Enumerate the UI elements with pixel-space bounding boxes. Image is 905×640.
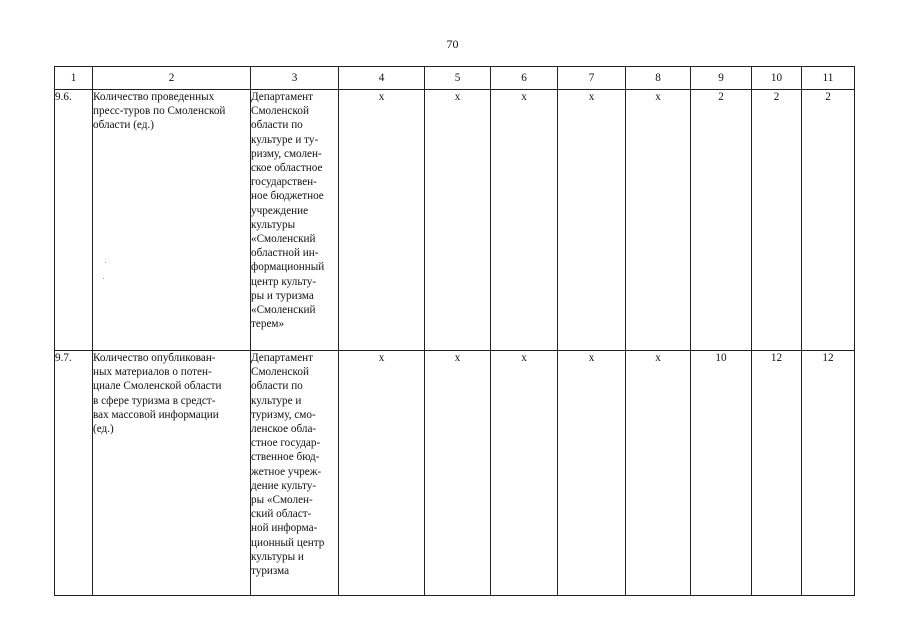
- value-cell: x: [491, 351, 558, 596]
- column-header: 9: [691, 67, 752, 90]
- text-line: циале Смоленской области: [93, 380, 222, 393]
- text-line: Количество проведенных: [93, 91, 215, 103]
- column-header: 7: [558, 67, 626, 90]
- value-cell: x: [339, 90, 425, 351]
- value-cell: x: [425, 90, 491, 351]
- scan-speck: [103, 278, 104, 279]
- text-line: культуре и: [251, 394, 302, 407]
- value-cell: x: [491, 90, 558, 351]
- text-line: «Смоленский: [251, 304, 316, 317]
- text-line: ленское обла-: [251, 423, 317, 436]
- text-line: Департамент: [251, 352, 314, 364]
- text-line: ционный центр: [251, 536, 325, 549]
- text-line: Смоленской: [251, 366, 309, 379]
- header-row: [55, 67, 855, 90]
- column-header: 8: [626, 67, 691, 90]
- column-header: 4: [339, 67, 425, 90]
- text-line: ры и туризма: [251, 289, 314, 302]
- text-line: Смоленской: [251, 105, 309, 118]
- text-line: ной информа-: [251, 522, 318, 535]
- text-line: в сфере туризма в средст-: [93, 394, 216, 407]
- text-line: ственное бюд-: [251, 451, 320, 464]
- text-line: области по: [251, 380, 303, 393]
- scan-speck: [105, 262, 106, 263]
- row-number: 9.7.: [55, 351, 93, 596]
- text-line: учреждение: [251, 204, 309, 217]
- text-line: пресс-туров по Смоленской: [93, 105, 226, 118]
- page-number: 70: [446, 37, 459, 51]
- value-cell: x: [339, 351, 425, 596]
- indicator-name: [93, 351, 251, 596]
- text-line: ры «Смолен-: [251, 494, 313, 507]
- text-line: Департамент: [251, 91, 314, 103]
- text-line: терем»: [251, 318, 285, 331]
- text-line: культуре и ту-: [251, 133, 319, 146]
- table-row: [55, 90, 855, 351]
- text-line: культуры и: [251, 550, 304, 563]
- text-line: формационный: [251, 261, 325, 274]
- text-line: области по: [251, 119, 303, 132]
- column-header: 11: [802, 67, 855, 90]
- text-line: (ед.): [93, 423, 114, 436]
- text-line: области (ед.): [93, 119, 154, 132]
- text-line: ное бюджетное: [251, 190, 324, 203]
- text-line: стное государ-: [251, 437, 321, 450]
- text-line: ское областное: [251, 162, 323, 175]
- value-cell: x: [425, 351, 491, 596]
- value-cell: 10: [691, 351, 752, 596]
- executor: [251, 90, 339, 351]
- value-cell: x: [558, 90, 626, 351]
- value-cell: 2: [802, 90, 855, 351]
- value-cell: 12: [752, 351, 802, 596]
- text-line: вах массовой информации: [93, 408, 219, 421]
- text-line: Количество опубликован-: [93, 352, 216, 364]
- text-line: ский област-: [251, 508, 312, 521]
- text-line: дение культу-: [251, 479, 317, 492]
- text-line: «Смоленский: [251, 233, 316, 246]
- text-line: жетное учреж-: [251, 465, 322, 478]
- text-line: центр культу-: [251, 275, 317, 288]
- column-header: 5: [425, 67, 491, 90]
- table-row: [55, 351, 855, 596]
- row-number: 9.6.: [55, 90, 93, 351]
- column-header: 10: [752, 67, 802, 90]
- executor: [251, 351, 339, 596]
- value-cell: 2: [752, 90, 802, 351]
- text-line: туризму, смо-: [251, 408, 316, 421]
- text-line: государствен-: [251, 176, 317, 189]
- column-header: 3: [251, 67, 339, 90]
- text-line: ных материалов о потен-: [93, 366, 212, 379]
- indicator-name: [93, 90, 251, 351]
- value-cell: 12: [802, 351, 855, 596]
- column-header: 2: [93, 67, 251, 90]
- text-line: туризма: [251, 565, 290, 578]
- value-cell: x: [626, 351, 691, 596]
- text-line: ризму, смолен-: [251, 147, 322, 160]
- indicators-table: [54, 66, 855, 596]
- text-line: областной ин-: [251, 247, 319, 260]
- column-header: 1: [55, 67, 93, 90]
- value-cell: x: [558, 351, 626, 596]
- value-cell: x: [626, 90, 691, 351]
- text-line: культуры: [251, 218, 296, 231]
- column-header: 6: [491, 67, 558, 90]
- value-cell: 2: [691, 90, 752, 351]
